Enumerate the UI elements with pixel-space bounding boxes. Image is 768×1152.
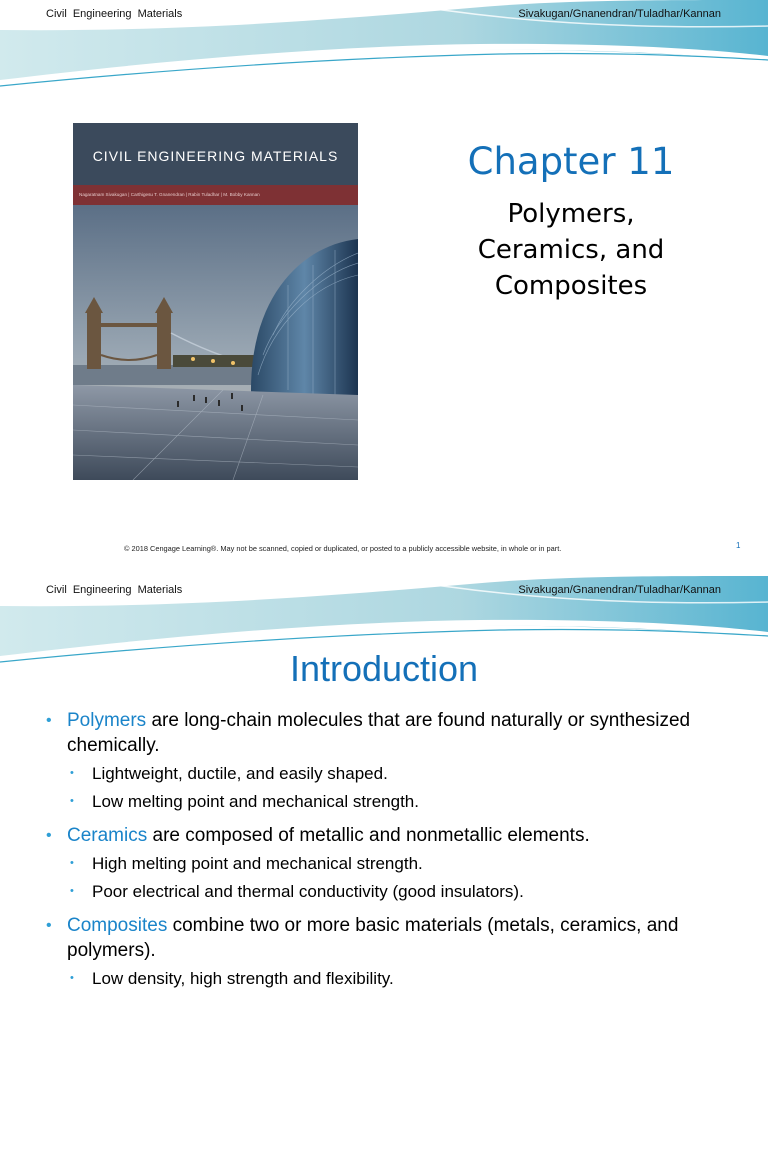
page-number: 1: [736, 541, 741, 550]
sub-bullet: • High melting point and mechanical strength.: [67, 850, 736, 878]
course-name: Civil Engineering Materials: [46, 8, 183, 20]
bullet-text: combine two or more basic materials (metals, ceramics, and polymers).: [67, 915, 679, 961]
chapter-subtitle: [430, 196, 712, 304]
bullet-ceramics: [46, 823, 736, 905]
copyright-notice: © 2018 Cengage Learning®. May not be scanned, copied or duplicated, or posted to a publicly accessible website, in whole or in part.: [124, 544, 562, 553]
sub-bullet-list: [67, 760, 736, 815]
sub-bullet: • Low melting point and mechanical strength.: [67, 788, 736, 816]
slide-2: [0, 576, 768, 1152]
bullet-list: [46, 708, 736, 1001]
bullet-composites: [46, 913, 736, 993]
term-ceramics: Ceramics: [67, 825, 148, 846]
term-polymers: Polymers: [67, 710, 147, 731]
sub-bullet: • Lightweight, ductile, and easily shaped.: [67, 760, 736, 788]
author-names: Sivakugan/Gnanendran/Tuladhar/Kannan: [518, 8, 721, 20]
bullet-text: are long-chain molecules that are found naturally or synthesized chemically.: [67, 710, 691, 756]
chapter-subtitle-line: Polymers,: [507, 199, 635, 229]
sub-bullet-list: [67, 850, 736, 905]
chapter-subtitle-line: Ceramics, and: [477, 235, 665, 265]
author-names: Sivakugan/Gnanendran/Tuladhar/Kannan: [518, 584, 721, 596]
term-composites: Composites: [67, 915, 168, 936]
bullet-text: are composed of metallic and nonmetallic elements.: [147, 825, 590, 846]
book-cover-image: [73, 123, 358, 480]
cover-authors: Nagaratnam Sivakugan | Carthigesu T. Gnanendran | Rabin Tuladhar | M. Bobby Kannan: [73, 185, 358, 205]
chapter-number: Chapter 11: [467, 140, 675, 183]
sub-bullet: • Poor electrical and thermal conductivity (good insulators).: [67, 878, 736, 906]
sub-bullet-list: [67, 965, 736, 993]
sub-bullet: • Low density, high strength and flexibility.: [67, 965, 736, 993]
cover-title: CIVIL ENGINEERING MATERIALS: [92, 148, 339, 164]
cover-photo-london-skyline: [73, 205, 358, 480]
course-name: Civil Engineering Materials: [46, 584, 183, 596]
chapter-subtitle-line: Composites: [494, 271, 648, 301]
slide-title: Introduction: [289, 648, 479, 689]
bullet-polymers: [46, 708, 736, 815]
